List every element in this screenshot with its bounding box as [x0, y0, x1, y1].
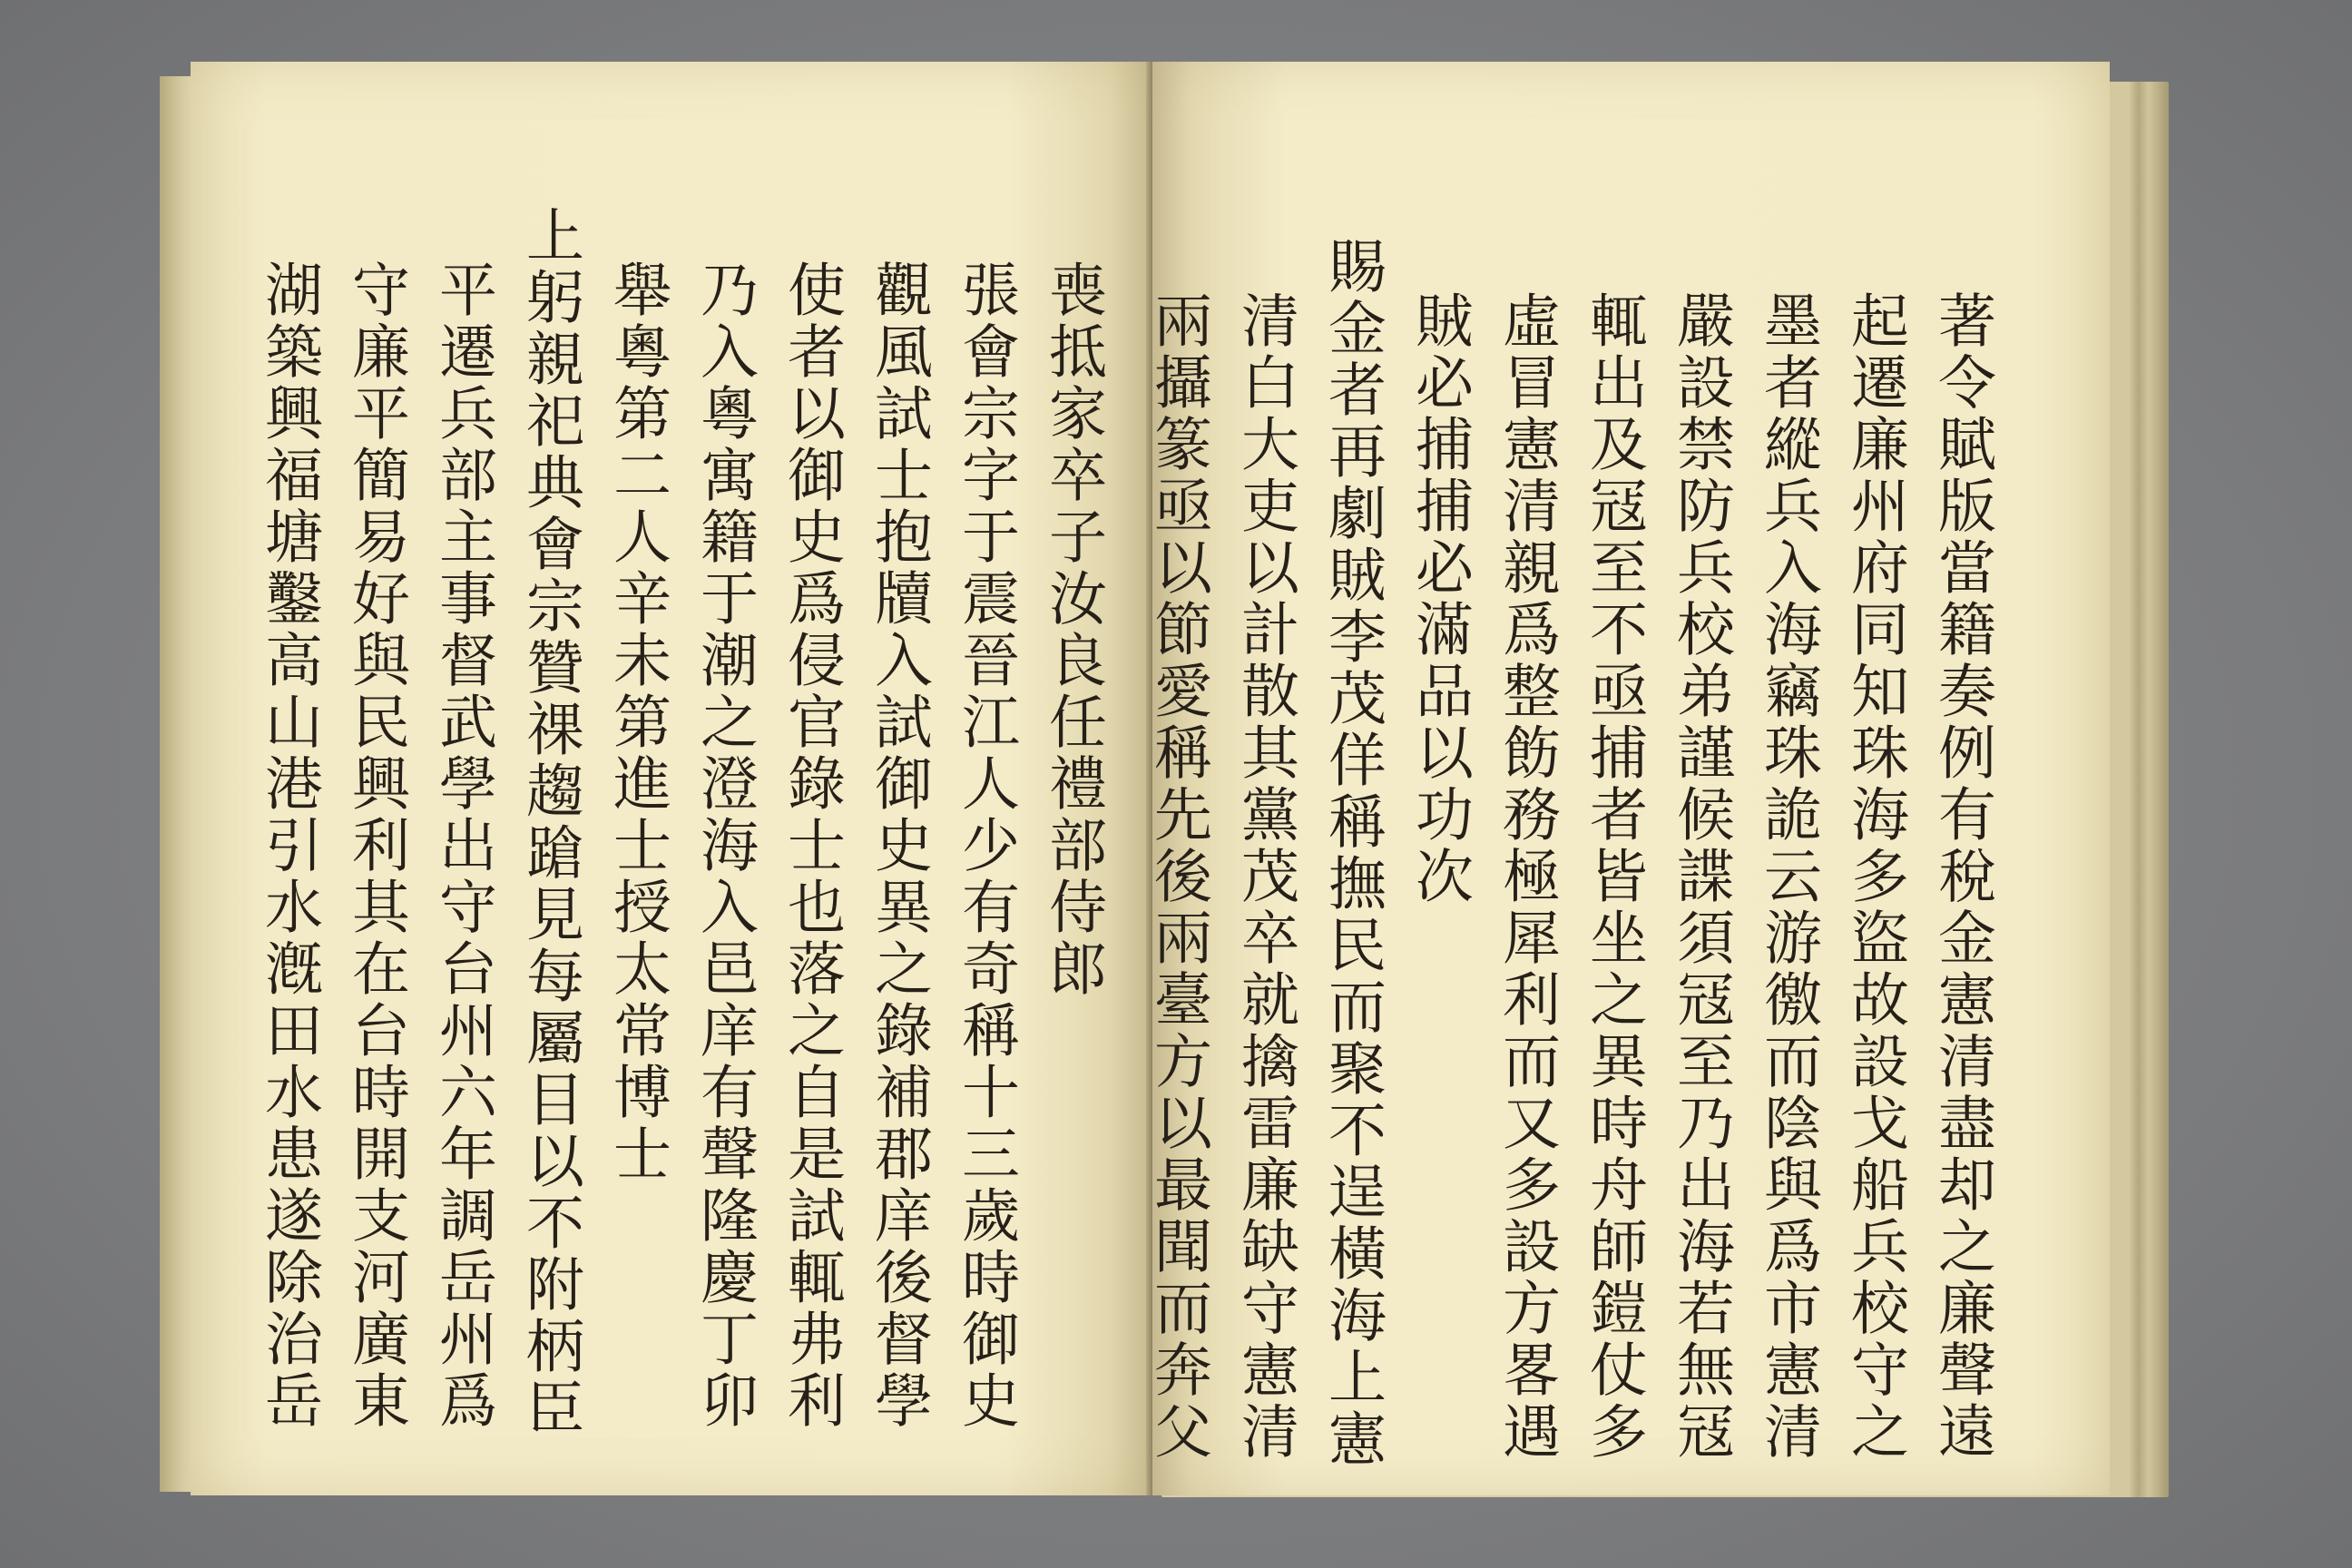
text-column: 著令賦版當籍奏例有稅金憲清盡却之廉聲遠 — [1928, 290, 1995, 1463]
text-column: 觀風試士抱牘入試御史異之錄補郡庠後督學 — [865, 260, 932, 1432]
text-column: 兩攝篆亟以節愛稱先後兩臺方以最聞而奔父 — [1144, 290, 1211, 1463]
text-column: 平遷兵部主事督武學出守台州六年調岳州爲 — [429, 260, 496, 1432]
text-column: 上躬親祀典會宗贊祼趨蹌見每屬目以不附柄臣 — [516, 205, 583, 1439]
text-column: 輒出及冦至不亟捕者皆坐之異時舟師鎧仗多 — [1580, 290, 1647, 1463]
right-page[interactable] — [1144, 62, 2110, 1495]
text-column: 賜金者再劇賊李茂佯稱撫民而聚不逞橫海上憲 — [1318, 236, 1386, 1470]
text-column: 使者以御史爲侵官錄士也落之自是試輒弗利 — [778, 260, 845, 1432]
text-column: 起遷廉州府同知珠海多盜故設戈船兵校守之 — [1841, 290, 1908, 1463]
text-column: 清白大吏以計散其黨茂卒就擒雷廉缺守憲清 — [1231, 290, 1298, 1463]
text-column: 守廉平簡易好與民興利其在台時開支河廣東 — [342, 260, 409, 1432]
open-book — [172, 54, 2151, 1515]
text-column: 賊必捕捕必滿品以功次 — [1406, 290, 1473, 907]
text-column: 張會宗字于震晉江人少有奇稱十三歲時御史 — [952, 260, 1019, 1432]
text-column: 乃入粵寓籍于潮之澄海入邑庠有聲隆慶丁卯 — [691, 260, 758, 1432]
text-column: 虛冒憲清親爲整飭務極犀利而又多設方畧遇 — [1493, 290, 1560, 1463]
text-column: 墨者縱兵入海竊珠詭云游徼而陰與爲市憲清 — [1754, 290, 1821, 1463]
text-column: 舉粵第二人辛未第進士授太常博士 — [603, 260, 671, 1185]
text-column: 湖築興福塘鑿高山港引水漑田水患遂除治岳 — [255, 260, 322, 1432]
text-column: 喪抵家卒子汝良任禮部侍郎 — [1039, 260, 1106, 1000]
right-page-text — [1134, 236, 2005, 1470]
left-page[interactable] — [191, 62, 1148, 1495]
text-column: 嚴設禁防兵校弟謹候諜須冦至乃出海若無冦 — [1667, 290, 1734, 1463]
left-page-text — [245, 205, 1116, 1439]
